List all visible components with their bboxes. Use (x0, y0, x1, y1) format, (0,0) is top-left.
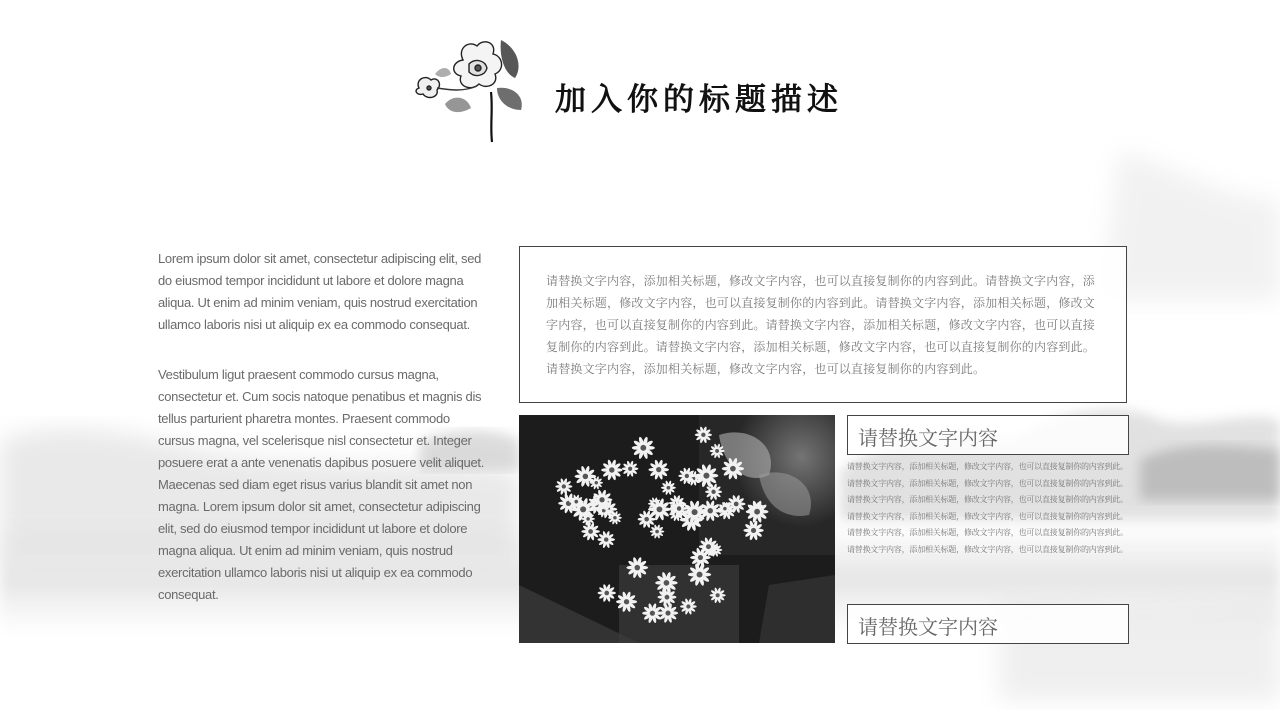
page-title: 加入你的标题描述 (555, 82, 843, 118)
top-box-text: 请替换文字内容，添加相关标题，修改文字内容，也可以直接复制你的内容到此。请替换文字内容，添加相关标题，修改文字内容，也可以直接复制你的内容到此。请替换文字内容，添加相关标题，修改文字内容，也可以直接复制你的内容到此。请替换文字内容，添加相关标题，修改文字内容，也可以直接复制你的内容到此。请替换文字内容，添加相关标题，修改文字内容，也可以直接复制你的内容到此。请替换文字内容，添加相关标题，修改文字内容，也可以直接复制你的内容到此。 (546, 274, 1096, 376)
section-label-bottom (847, 604, 1129, 644)
section-label-bottom-text: 请替换文字内容 (858, 615, 998, 639)
left-text-column (158, 248, 488, 634)
right-panel-body: 请替换文字内容，添加相关标题，修改文字内容，也可以直接复制你的内容到此。请替换文字内容，添加相关标题，修改文字内容，也可以直接复制你的内容到此。请替换文字内容，添加相关标题，修改文字内容，也可以直接复制你的内容到此。请替换文字内容，添加相关标题，修改文字内容，也可以直接复制你的内容到此。请替换文字内容，添加相关标题，修改文字内容，也可以直接复制你的内容到此。请替换文字内容，添加相关标题，修改文字内容，也可以直接复制你的内容到此。 (847, 462, 1128, 554)
top-text-box (519, 246, 1127, 403)
left-paragraph-1: Lorem ipsum dolor sit amet, consectetur adipiscing elit, sed do eiusmod tempor incididunt ut labore et dolore magna aliqua. Ut enim ad minim veniam, quis nostrud exercitation ullamco laboris nisi ut aliquip ex ea commodo consequat. (158, 251, 482, 332)
section-label-top-text: 请替换文字内容 (858, 426, 998, 450)
section-label-top (847, 415, 1129, 455)
ink-flower-icon (405, 30, 535, 150)
daisy-bouquet-photo (519, 415, 835, 643)
left-paragraph-2: Vestibulum ligut praesent commodo cursus magna, consectetur et. Cum socis natoque penatibus et magnis dis tellus parturient pharetra montes. Praesent commodo cursus magna, vel scelerisque nisl consectetur et. Integer posuere erat a ante venenatis dapibus posuere velit aliquet. Maecenas sed diam eget risus varius blandit sit amet non magna. Lorem ipsum dolor sit amet, consectetur adipiscing elit, sed do eiusmod tempor incididunt ut labore et dolore magna aliqua. Ut enim ad minim veniam, quis nostrud exercitation ullamco laboris nisi ut aliquip ex ea commodo consequat. (158, 367, 485, 602)
